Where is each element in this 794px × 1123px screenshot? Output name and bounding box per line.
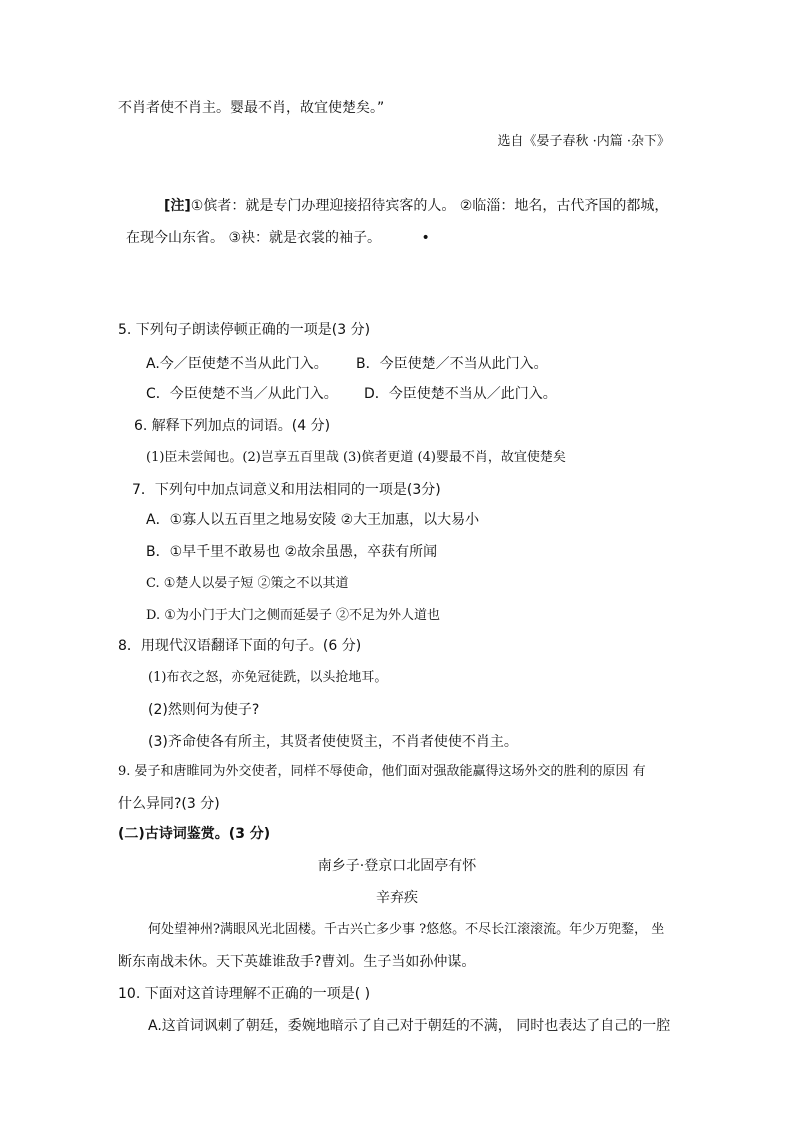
q6-stem: 6. 解释下列加点的词语。(4 分)	[134, 418, 331, 434]
passage-source: 选自《晏子春秋 ·内篇 ·杂下》	[497, 134, 670, 149]
q6-items: (1)臣未尝闻也。(2)岂享五百里哉 (3)傧者更道 (4)婴最不肖，故宜使楚矣	[146, 450, 566, 465]
q8-sentence-3: (3)齐命使各有所主，其贤者使使贤主，不肖者使使不肖主。	[148, 734, 518, 750]
q9-line-2: 什么异同?(3 分)	[118, 796, 220, 812]
q8-sentence-1: (1)布衣之怒，亦免冠徒跣，以头抢地耳。	[148, 670, 388, 685]
notes-dot: •	[421, 230, 430, 246]
q8-stem: 8．用现代汉语翻译下面的句子。(6 分)	[118, 638, 362, 654]
q5-option-a: A.今／臣使楚不当从此门入。	[146, 356, 328, 372]
poem-line-1: 何处望神州?满眼风光北固楼。千古兴亡多少事 ?悠悠。不尽长江滚滚流。年少万兜鍪， 坐	[148, 922, 665, 937]
q7-option-d: D. ①为小门于大门之侧而延晏子 ②不足为外人道也	[146, 608, 441, 623]
q7-option-c: C. ①楚人以晏子短 ②策之不以其道	[146, 576, 349, 591]
notes-line-2	[126, 228, 430, 248]
notes-line-1	[164, 196, 668, 216]
notes-text-2: 在现今山东省。 ③袂：就是衣裳的袖子。	[126, 230, 381, 246]
q5-option-c: C．今臣使楚不当／从此门入。	[146, 386, 338, 402]
poem-author: 辛弃疾	[376, 890, 418, 906]
notes-label: [注]	[164, 198, 191, 214]
poem-title: 南乡子·登京口北固亭有怀	[317, 858, 477, 874]
q5-option-b: B．今臣使楚／不当从此门入。	[356, 356, 548, 372]
q8-sentence-2: (2)然则何为使子?	[148, 702, 260, 718]
section2-heading: (二)古诗词鉴赏。(3 分)	[118, 826, 271, 842]
q5-stem: 5. 下列句子朗读停顿正确的一项是(3 分)	[118, 322, 371, 338]
passage-end-line: 不肖者使不肖主。婴最不肖，故宜使楚矣。”	[118, 100, 385, 116]
q5-option-d: D．今臣使楚不当从／此门入。	[364, 386, 557, 402]
poem-line-2: 断东南战未休。天下英雄谁敌手?曹刘。生子当如孙仲谋。	[118, 954, 476, 970]
q7-stem: 7．下列句中加点词意义和用法相同的一项是(3分)	[132, 482, 441, 498]
q9-line-1: 9. 晏子和唐睢同为外交使者，同样不辱使命，他们面对强敌能赢得这场外交的胜利的原因 有	[118, 764, 646, 779]
q7-option-b: B．①早千里不敢易也 ②故余虽愚，卒获有所闻	[146, 544, 438, 560]
q10-option-a: A.这首词讽刺了朝廷，委婉地暗示了自己对于朝廷的不满， 同时也表达了自己的一腔	[148, 1018, 671, 1034]
q7-option-a: A．①寡人以五百里之地易安陵 ②大王加惠，以大易小	[146, 512, 480, 528]
q10-stem: 10. 下面对这首诗理解不正确的一项是( )	[118, 986, 371, 1002]
notes-text-1: ①傧者：就是专门办理迎接招待宾客的人。 ②临淄：地名，古代齐国的都城，	[190, 198, 669, 214]
